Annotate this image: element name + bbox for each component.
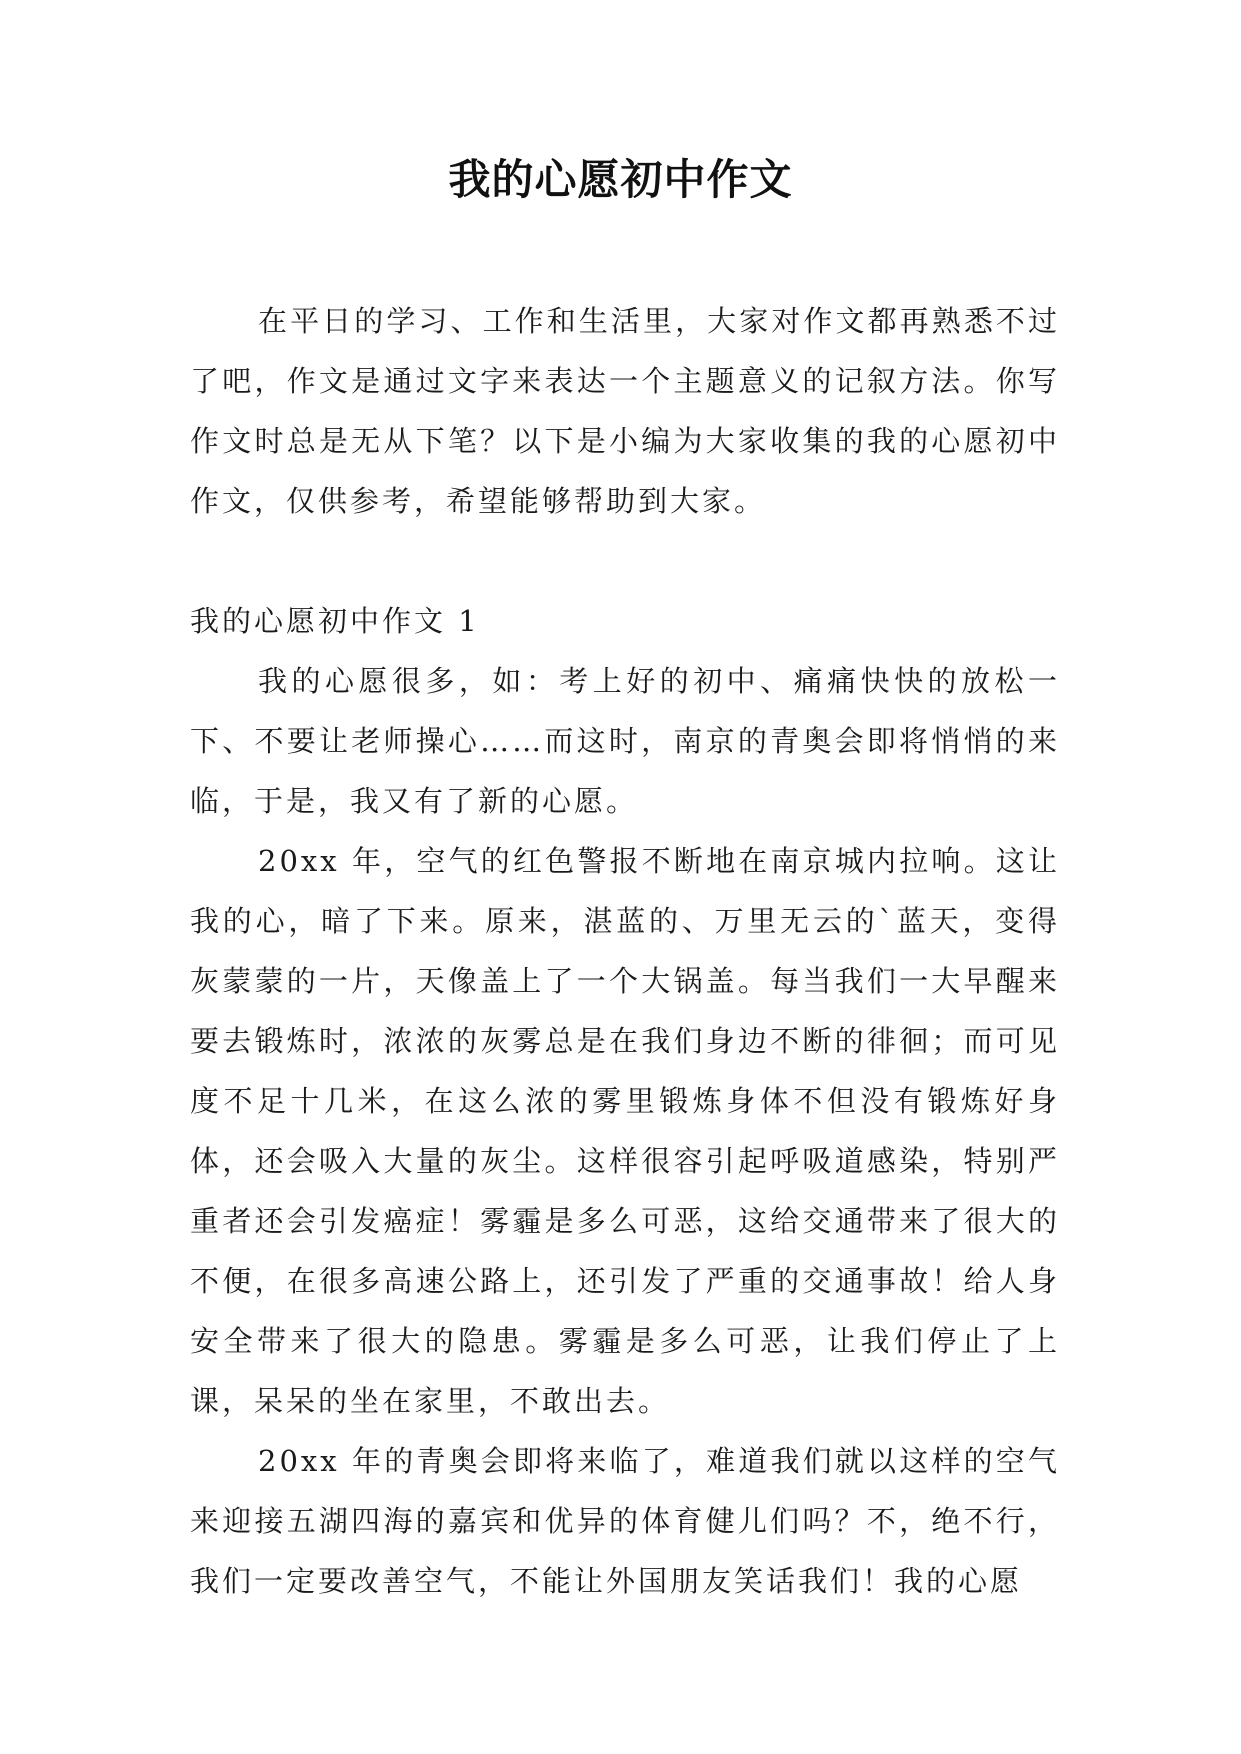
body-paragraph-2: 20xx 年，空气的红色警报不断地在南京城内拉响。这让我的心，暗了下来。原来，湛蓝的、万里无云的`蓝天，变得灰蒙蒙的一片，天像盖上了一个大锅盖。每当我们一大早醒来要去锻炼时，浓浓的灰雾总是在我们身边不断的徘徊；而可见度不足十几米，在这么浓的雾里锻炼身体不但没有锻炼好身体，还会吸入大量的灰尘。这样很容引起呼吸道感染，特别严重者还会引发癌症！雾霾是多么可恶，这给交通带来了很大的不便，在很多高速公路上，还引发了严重的交通事故！给人身安全带来了很大的隐患。雾霾是多么可恶，让我们停止了上课，呆呆的坐在家里，不敢出去。: [190, 844, 1060, 1418]
section-heading: 我的心愿初中作文 1: [190, 604, 480, 638]
body-paragraph-1: 我的心愿很多，如：考上好的初中、痛痛快快的放松一下、不要让老师操心……而这时，南京的青奥会即将悄悄的来临，于是，我又有了新的心愿。: [190, 664, 1060, 818]
intro-paragraph: 在平日的学习、工作和生活里，大家对作文都再熟悉不过了吧，作文是通过文字来表达一个主题意义的记叙方法。你写作文时总是无从下笔？以下是小编为大家收集的我的心愿初中作文，仅供参考，希望能够帮助到大家。: [190, 304, 1060, 518]
body-paragraph-3: 20xx 年的青奥会即将来临了，难道我们就以这样的空气来迎接五湖四海的嘉宾和优异的体育健儿们吗？不，绝不行，我们一定要改善空气，不能让外国朋友笑话我们！我的心愿: [190, 1444, 1060, 1598]
document-title: 我的心愿初中作文: [448, 155, 793, 204]
section-spacer: [190, 531, 1060, 591]
document-body: [190, 291, 1060, 1611]
